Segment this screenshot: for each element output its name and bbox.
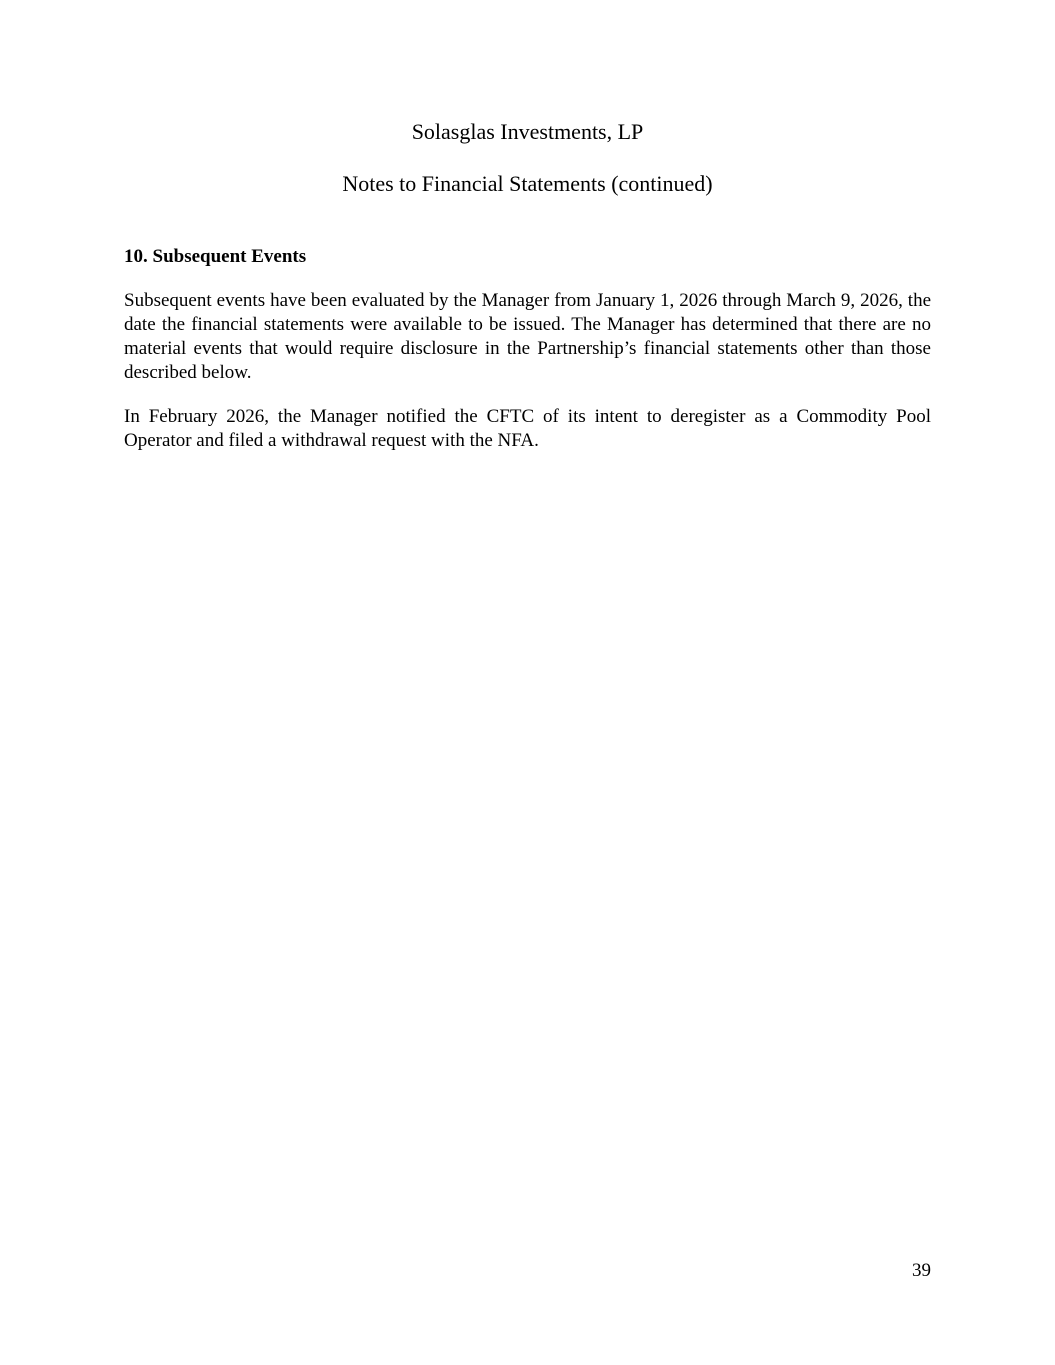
section-subsequent-events [124, 245, 931, 473]
section-heading: 10. Subsequent Events [124, 246, 307, 267]
paragraph-subsequent-events-evaluation: Subsequent events have been evaluated by the Manager from January 1, 2026 through March 9, 2026, the date the financial statements were available to be issued. The Manager has determined that there are no material events that would require disclosure in the Partnership’s financial statements other than those described below. [124, 290, 931, 383]
page-number: 39 [912, 1260, 931, 1281]
document-title: Notes to Financial Statements (continued) [342, 171, 713, 196]
paragraph-cftc-deregistration: In February 2026, the Manager notified the CFTC of its intent to deregister as a Commodity Pool Operator and filed a withdrawal request with the NFA. [124, 406, 931, 451]
company-name: Solasglas Investments, LP [411, 119, 644, 144]
